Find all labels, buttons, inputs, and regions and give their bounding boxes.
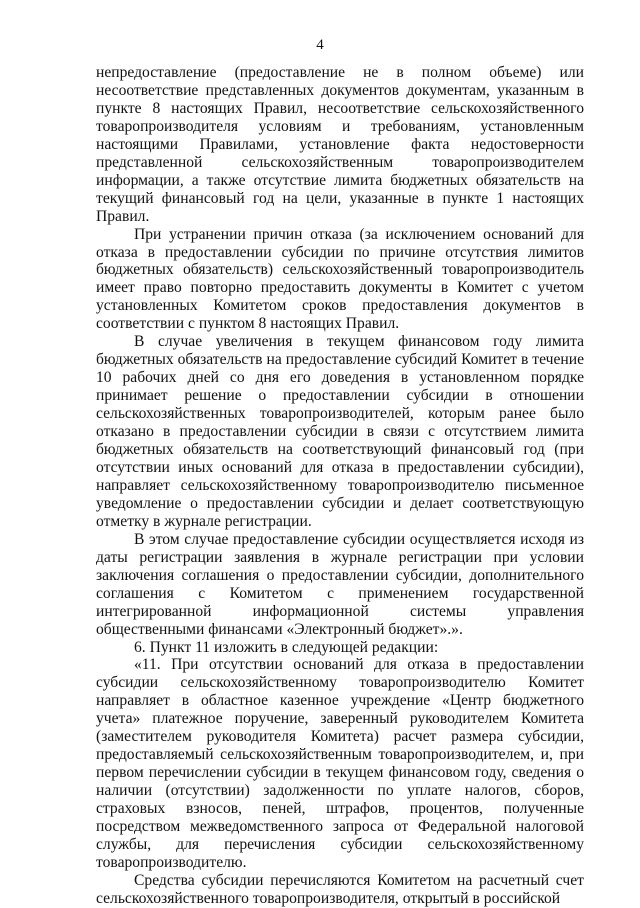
paragraph-1: непредоставление (предоставление не в полном объеме) или несоответствие представленных документов документам, указанным в пункте 8 настоящих Правил, несоответствие сельскохозяйственного товаропроизводителя условиям и требованиям, установленным настоящими Правилами, установление факта недостоверности представленной сельскохозяйственным товаропроизводителем информации, а также отсутствие лимита бюджетных обязательств на текущий финансовый год на цели, указанные в пункте 1 настоящих Правил.	[96, 64, 584, 225]
document-body	[96, 64, 584, 908]
paragraph-4: В этом случае предоставление субсидии осуществляется исходя из даты регистрации заявления в журнале регистрации при условии заключения соглашения о предоставлении субсидии, дополнительного соглашения с Комитетом с применением государственной интегрированной информационной системы управления общественными финансами «Электронный бюджет».».	[96, 530, 584, 638]
paragraph-2: При устранении причин отказа (за исключением оснований для отказа в предоставлении субсидии по причине отсутствия лимитов бюджетных обязательств) сельскохозяйственный товаропроизводитель имеет право повторно предоставить документы в Комитет с учетом установленных Комитетом сроков предоставления документов в соответствии с пунктом 8 настоящих Правил.	[96, 225, 584, 333]
page-number: 4	[316, 37, 324, 53]
paragraph-3: В случае увеличения в текущем финансовом году лимита бюджетных обязательств на предоставление субсидий Комитет в течение 10 рабочих дней со дня его доведения в установленном порядке принимает решение о предоставлении субсидии в отношении сельскохозяйственных товаропроизводителей, которым ранее было отказано в предоставлении субсидии в связи с отсутствием лимита бюджетных обязательств на соответствующий финансовый год (при отсутствии иных оснований для отказа в предоставлении субсидии), направляет сельскохозяйственному товаропроизводителю письменное уведомление о предоставлении субсидии и делает соответствующую отметку в журнале регистрации.	[96, 333, 584, 530]
paragraph-7: Средства субсидии перечисляются Комитетом на расчетный счет сельскохозяйственного товаропроизводителя, открытый в российской	[96, 871, 584, 907]
paragraph-6: «11. При отсутствии оснований для отказа в предоставлении субсидии сельскохозяйственному товаропроизводителю Комитет направляет в областное казенное учреждение «Центр бюджетного учета» платежное поручение, заверенный руководителем Комитета (заместителем руководителя Комитета) расчет размера субсидии, предоставляемый сельскохозяйственным товаропроизводителем, и, при первом перечислении субсидии в текущем финансовом году, сведения о наличии (отсутствии) задолженности по уплате налогов, сборов, страховых взносов, пеней, штрафов, процентов, полученные посредством межведомственного запроса от Федеральной налоговой службы, для перечисления субсидии сельскохозяйственному товаропроизводителю.	[96, 656, 584, 871]
paragraph-5: 6. Пункт 11 изложить в следующей редакции:	[134, 638, 439, 656]
